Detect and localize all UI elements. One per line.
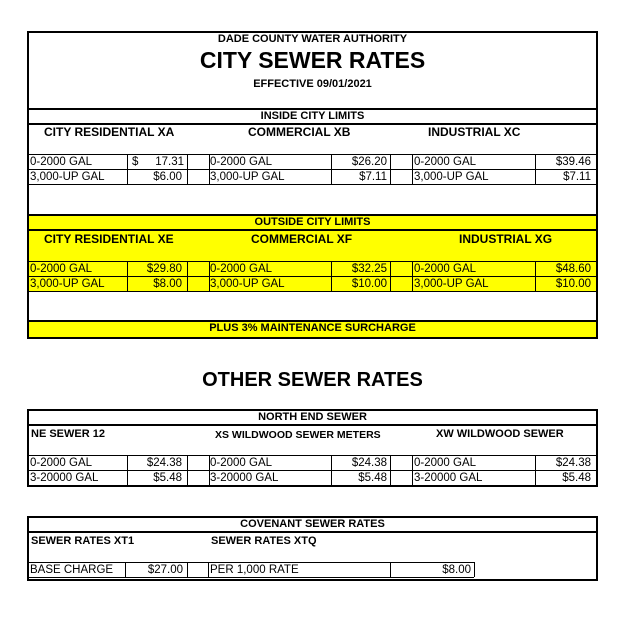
grid-line [390, 261, 391, 291]
xs-tier: 0-2000 GAL [210, 457, 273, 469]
inside-city-limits-label: INSIDE CITY LIMITS [260, 110, 365, 122]
grid-line [29, 261, 596, 262]
xs-rate: $24.38 [351, 457, 387, 469]
grid-line [187, 261, 188, 291]
grid-line [29, 169, 596, 170]
xtq-heading: SEWER RATES XTQ [211, 535, 317, 547]
per-1000-label: PER 1,000 RATE [210, 564, 299, 576]
ne-rate: $5.48 [153, 472, 182, 484]
ne-rate: $24.38 [146, 457, 182, 469]
commercial-xf-heading: COMMERCIAL XF [251, 232, 353, 246]
inside-res-rate: 17.31 [155, 156, 184, 168]
grid-line [29, 577, 474, 578]
inside-ind-tier: 0-2000 GAL [414, 156, 477, 168]
inside-res-dollar: $ [132, 156, 139, 168]
outside-ind-tier: 0-2000 GAL [414, 263, 477, 275]
inside-ind-tier: 3,000-UP GAL [414, 171, 489, 183]
inside-res-tier: 3,000-UP GAL [30, 171, 105, 183]
outside-com-tier: 3,000-UP GAL [210, 278, 285, 290]
outside-ind-rate: $48.60 [555, 263, 591, 275]
outside-ind-rate: $10.00 [555, 278, 591, 290]
outside-com-tier: 0-2000 GAL [210, 263, 273, 275]
outside-res-tier: 3,000-UP GAL [30, 278, 105, 290]
xw-rate: $24.38 [555, 457, 591, 469]
inside-res-tier: 0-2000 GAL [30, 156, 93, 168]
grid-line [474, 562, 475, 577]
ne-tier: 3-20000 GAL [30, 472, 99, 484]
residential-xe-heading: CITY RESIDENTIAL XE [44, 232, 174, 246]
grid-line [187, 154, 188, 184]
ne-tier: 0-2000 GAL [30, 457, 93, 469]
outside-com-rate: $32.25 [351, 263, 387, 275]
grid-line [29, 455, 596, 456]
outside-res-rate: $8.00 [153, 278, 182, 290]
grid-line [412, 154, 413, 184]
ne-sewer-12-heading: NE SEWER 12 [31, 428, 105, 440]
xs-wildwood-heading: XS WILDWOOD SEWER METERS [215, 429, 381, 441]
authority-name: DADE COUNTY WATER AUTHORITY [217, 33, 408, 45]
maintenance-surcharge: PLUS 3% MAINTENANCE SURCHARGE [209, 322, 416, 334]
grid-line [29, 184, 596, 185]
xt1-heading: SEWER RATES XT1 [31, 535, 135, 547]
outside-ind-tier: 3,000-UP GAL [414, 278, 489, 290]
grid-line [29, 154, 596, 155]
commercial-xb-heading: COMMERCIAL XB [248, 125, 351, 139]
xw-tier: 3-20000 GAL [414, 472, 483, 484]
per-1000-rate: $8.00 [442, 564, 471, 576]
residential-xa-heading: CITY RESIDENTIAL XA [44, 125, 175, 139]
inside-com-tier: 3,000-UP GAL [210, 171, 285, 183]
inside-com-rate: $7.11 [359, 171, 387, 183]
inside-ind-rate: $7.11 [563, 171, 591, 183]
grid-line [29, 291, 596, 292]
inside-com-rate: $26.20 [351, 156, 387, 168]
grid-line [208, 562, 209, 577]
grid-line [412, 455, 413, 485]
xw-wildwood-heading: XW WILDWOOD SEWER [436, 428, 564, 440]
xw-tier: 0-2000 GAL [414, 457, 477, 469]
grid-line [390, 455, 391, 485]
grid-line [187, 455, 188, 485]
inside-ind-rate: $39.46 [555, 156, 591, 168]
north-end-sewer-label: NORTH END SEWER [258, 411, 367, 423]
grid-line [390, 154, 391, 184]
industrial-xg-heading: INDUSTRIAL XG [459, 232, 553, 246]
xs-tier: 3-20000 GAL [210, 472, 279, 484]
outside-res-rate: $29.80 [146, 263, 182, 275]
effective-date: EFFECTIVE 09/01/2021 [253, 78, 372, 90]
grid-line [29, 276, 596, 277]
divider [27, 229, 598, 231]
inside-com-tier: 0-2000 GAL [210, 156, 273, 168]
outside-res-tier: 0-2000 GAL [30, 263, 93, 275]
xw-rate: $5.48 [562, 472, 591, 484]
base-charge-label: BASE CHARGE [30, 564, 114, 576]
grid-line [29, 470, 596, 471]
outside-com-rate: $10.00 [351, 278, 387, 290]
grid-line [187, 562, 188, 577]
grid-line [412, 261, 413, 291]
industrial-xc-heading: INDUSTRIAL XC [428, 125, 521, 139]
divider [27, 424, 598, 426]
page-title: CITY SEWER RATES [199, 47, 426, 73]
divider [27, 531, 598, 533]
xs-rate: $5.48 [358, 472, 387, 484]
inside-res-rate: $6.00 [153, 171, 182, 183]
other-rates-title: OTHER SEWER RATES [202, 369, 423, 391]
covenant-label: COVENANT SEWER RATES [240, 518, 385, 530]
outside-city-limits-label: OUTSIDE CITY LIMITS [254, 216, 371, 228]
base-charge-rate: $27.00 [147, 564, 183, 576]
